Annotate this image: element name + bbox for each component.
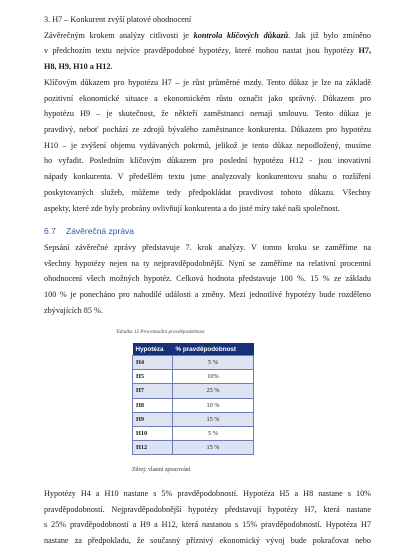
column-header: Hypotéza xyxy=(133,343,173,356)
probability-cell: 5 % xyxy=(173,356,254,370)
hypothesis-cell: H7 xyxy=(133,384,173,398)
table-row xyxy=(133,441,254,455)
para1-line3: H8, H9, H10 a H12. xyxy=(44,62,113,72)
text-line: poskytovaných služeb, můžeme tedy předpokládat pravdivost tohoto důkazu. Všechny xyxy=(44,187,371,197)
closing-paragraph xyxy=(44,486,371,549)
probability-table xyxy=(132,343,254,455)
text-line: ho vyřadit. Posledním klíčovým důkazem pro poslední hypotézu H12 - jsou inovativní xyxy=(44,156,371,166)
section-h7-heading: 3. H7 – Konkurent zvýší platové ohodnocení xyxy=(44,15,192,24)
text-line: Klíčovým důkazem pro hypotézu H7 – je růst průměrné mzdy. Tento důkaz je lze na základě xyxy=(44,78,371,87)
probability-cell: 25 % xyxy=(173,384,254,398)
column-header: % pravděpodobnost xyxy=(173,343,254,356)
text-line: hypotézu H9 – je skutečnost, že někteří zaměstnanci nemají smlouvu. Tento důkaz je xyxy=(44,109,371,119)
table-row xyxy=(133,398,254,412)
final-report-paragraph xyxy=(44,240,371,318)
text-line: nápady konkurenta. V předešlém textu jsme analyzovaly konkurentovu snahu o rozšíření xyxy=(44,172,371,182)
section-heading xyxy=(44,226,134,236)
hypothesis-cell: H5 xyxy=(133,370,173,384)
table-row xyxy=(133,370,254,384)
table-row xyxy=(133,412,254,426)
text-line: 100 % je ponecháno pro nahodilé události a změny. Mezi jednotlivé hypotézy bude rozděleno xyxy=(44,290,371,300)
text-line: nastane za předpokladu, že současný příznivý ekonomický vývoj bude pokračovat nebo xyxy=(44,536,371,546)
hypothesis-cell: H4 xyxy=(133,356,173,370)
text-line: aspekty, které zde byly probrány ovlivňují konkurenta a do jisté míry také naši společnost. xyxy=(44,203,340,213)
table-source: Zdroj: vlastní zpracování xyxy=(132,467,191,473)
para1-line1: Závěrečným krokem analýzy citlivosti je kontrola klíčových důkazů. Jak již bylo zmíněno xyxy=(44,30,371,40)
probability-cell: 15 % xyxy=(173,412,254,426)
text-line: s 25% pravděpodobností a H9 a H12, která nastanou s 15% pravděpodobností. Hypotéza H7 xyxy=(44,520,371,530)
text-line: pravdivý, neboť pochází ze zdrojů bývalého zaměstnance konkurenta. Důkazem pro hypotézu xyxy=(44,125,371,135)
table-header-row xyxy=(133,343,254,356)
probability-cell: 5 % xyxy=(173,426,254,440)
evidence-paragraph xyxy=(44,75,371,216)
hypothesis-cell: H10 xyxy=(133,426,173,440)
table-row xyxy=(133,356,254,370)
table-row xyxy=(133,384,254,398)
text-line: Sepsání závěrečné zprávy představuje 7. krok analýzy. V tomto kroku se zaměříme na xyxy=(44,243,371,252)
key-evidence-emphasis: kontrola klíčových důkazů xyxy=(193,30,289,40)
text-line: Hypotézy H4 a H10 nastane s 5% pravděpodobností. Hypotéza H5 a H8 nastane s 10% xyxy=(44,489,371,498)
text-line: pravděpodobností. Nejpravděpodobnější hypotézy představují hypotézy H7, která nastane xyxy=(44,504,371,514)
text-line: ohodnocení všech možných hypotéz. Celková hodnota představuje 100 %. 15 % ze základu xyxy=(44,274,371,284)
probability-cell: 10% xyxy=(173,370,254,384)
section-h7 xyxy=(44,12,371,75)
hypothesis-cell: H8 xyxy=(133,398,173,412)
hypothesis-cell: H12 xyxy=(133,441,173,455)
section-title: Závěrečná zpráva xyxy=(66,226,135,236)
probability-cell: 10 % xyxy=(173,398,254,412)
hypothesis-cell: H9 xyxy=(133,412,173,426)
table-caption: Tabulka 12 Procentuální pravděpodobnost xyxy=(116,329,205,335)
para1-line2: v předchozím textu nejvíce pravděpodobné hypotézy, které mohou nastat jsou hypotézy H7, xyxy=(44,46,371,56)
probability-cell: 15 % xyxy=(173,441,254,455)
text-line: zbývajících 85 %. xyxy=(44,305,103,315)
section-number: 6.7 xyxy=(44,226,56,236)
table-row xyxy=(133,426,254,440)
text-line: pozitivní ekonomické situace a ekonomickém růstu označit jako správný. Důkazem pro xyxy=(44,93,371,103)
text-line: H10 – je zvýšení objemu vydávaných pokrmů, jelikož je tento důkaz nepodložený, musíme xyxy=(44,140,371,150)
text-line: všechny hypotézy nejen na ty nejpravděpodobnější. Nyní se zaměříme na relativní procentní xyxy=(44,258,371,268)
